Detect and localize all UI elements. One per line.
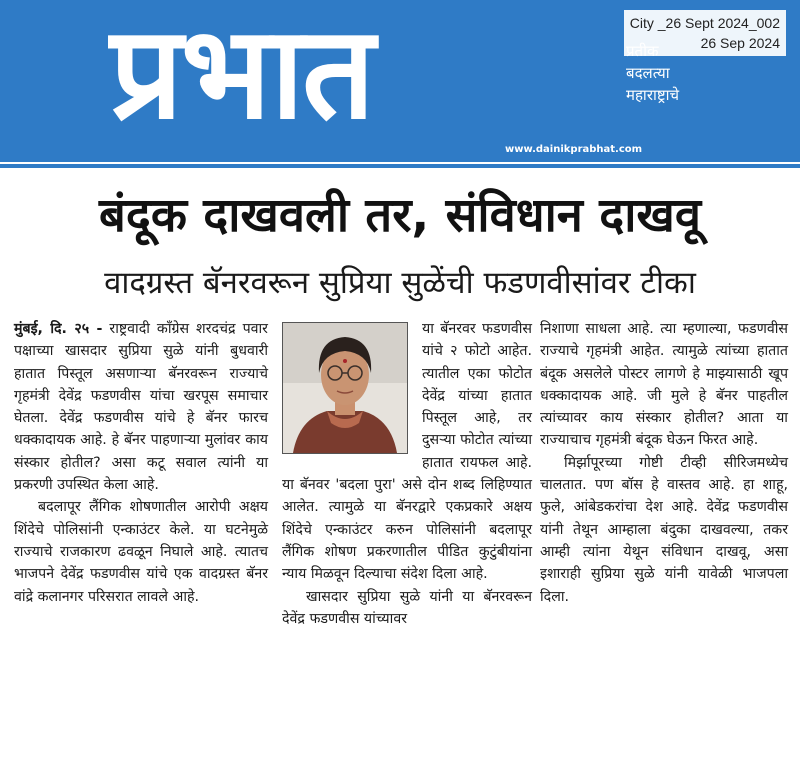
article-dateline: मुंबई, दि. २५ - (14, 321, 103, 337)
tagline-line-2: बदलत्या (626, 64, 670, 82)
edition-stamp-line-1: City _26 Sept 2024_002 (629, 15, 780, 31)
article-headline: बंदूक दाखवली तर, संविधान दाखवू (99, 188, 701, 243)
masthead-divider (0, 164, 800, 168)
edition-stamp (624, 10, 786, 56)
masthead-website: www.dainikprabhat.com (505, 144, 643, 155)
article-paragraph: मिर्झापूरच्या गोष्टी टीव्ही सीरिजमध्येच चालतात. पण बॉस हे वास्तव आहे. हा शाहू, फुले, आंबेडकरांचा देश आहे. देवेंद्र फडणवीस यांनी तेथून आम्हाला बंदुका दाखवल्या, तकर आम्ही त्यांना येथून संविधान दाखवू, असा इशाराही सुप्रिया सुळे यांनी यावेळी भाजपला दिला. (540, 454, 788, 605)
article-paragraph: निशाणा साधला आहे. त्या म्हणाल्या, फडणवीस राज्याचे गृहमंत्री आहेत. त्यामुळे त्यांच्या हातात बंदूक असलेले पोस्टर लागणे हे माझ्यासाठी खूप धक्कादायक आहे. जी मुले हे बॅनर पाहतील त्यांच्यावर काय संस्कार होतील? आता या राज्याचाच गृहमंत्री बंदूक घेऊन फिरत आहे. (540, 321, 788, 449)
tagline-line-3: महाराष्ट्राचे (626, 86, 680, 104)
article-paragraph: बदलापूर लैंगिक शोषणातील आरोपी अक्षय शिंदेचे पोलिसांनी एन्काउंटर केले. या घटनेमुळे राज्याचे राजकारण ढवळून निघाले आहे. त्यातच भाजपने देवेंद्र फडणवीस यांचे एक वादग्रस्त बॅनर वांद्रे कलानगर परिसरात लावले आहे. (14, 499, 268, 605)
article-paragraph: या बॅनरवर फडणवीस यांचे २ फोटो आहेत. त्यातील एका फोटोत देवेंद्र यांच्या हातात पिस्तूल आहे, तर दुसऱ्या फोटोत त्यांच्या हातात रायफल आहे. या बॅनवर 'बदला पुरा' असे दोन शब्द लिहिण्यात आलेत. त्यामुळे या बॅनरद्वारे एकप्रकारे अक्षय शिंदेचे एन्काउंटर करुन पोलिसांनी बदलापूर लैंगिक शोषण प्रकरणातील पीडित कुटुंबीयांना न्याय मिळवून दिल्याचा संदेश दिला आहे. (282, 321, 532, 583)
article-column-2 (282, 318, 532, 630)
portrait-photo-icon (282, 322, 408, 454)
article-subheadline: वादग्रस्त बॅनरवरून सुप्रिया सुळेंची फडणवीसांवर टीका (104, 265, 696, 301)
newspaper-logo: प्रभात (110, 0, 373, 148)
article-column-3 (540, 318, 788, 608)
article-paragraph (14, 318, 268, 496)
edition-stamp-line-2: 26 Sep 2024 (700, 35, 780, 51)
portrait-photo-art (283, 323, 407, 453)
article-paragraph: खासदार सुप्रिया सुळे यांनी या बॅनरवरून देवेंद्र फडणवीस यांच्यावर (282, 588, 532, 627)
article-text: राष्ट्रवादी काँग्रेस शरदचंद्र पवार पक्षाच्या खासदार सुप्रिया सुळे यांनी बुधवारी हातात पिस्तूल असणाऱ्या बॅनरवरून राज्याचे गृहमंत्री देवेंद्र फडणवीस यांचा खरपूस समाचार घेतला. देवेंद्र फडणवीस यांचे हे बॅनर फारच धक्कादायक आहे. हे बॅनर पाहणाऱ्या मुलांवर काय संस्कार होतील? असा कटू सवाल त्यांनी या प्रकरणी उपस्थित केला आहे. (14, 321, 268, 494)
article-column-1 (14, 318, 268, 608)
